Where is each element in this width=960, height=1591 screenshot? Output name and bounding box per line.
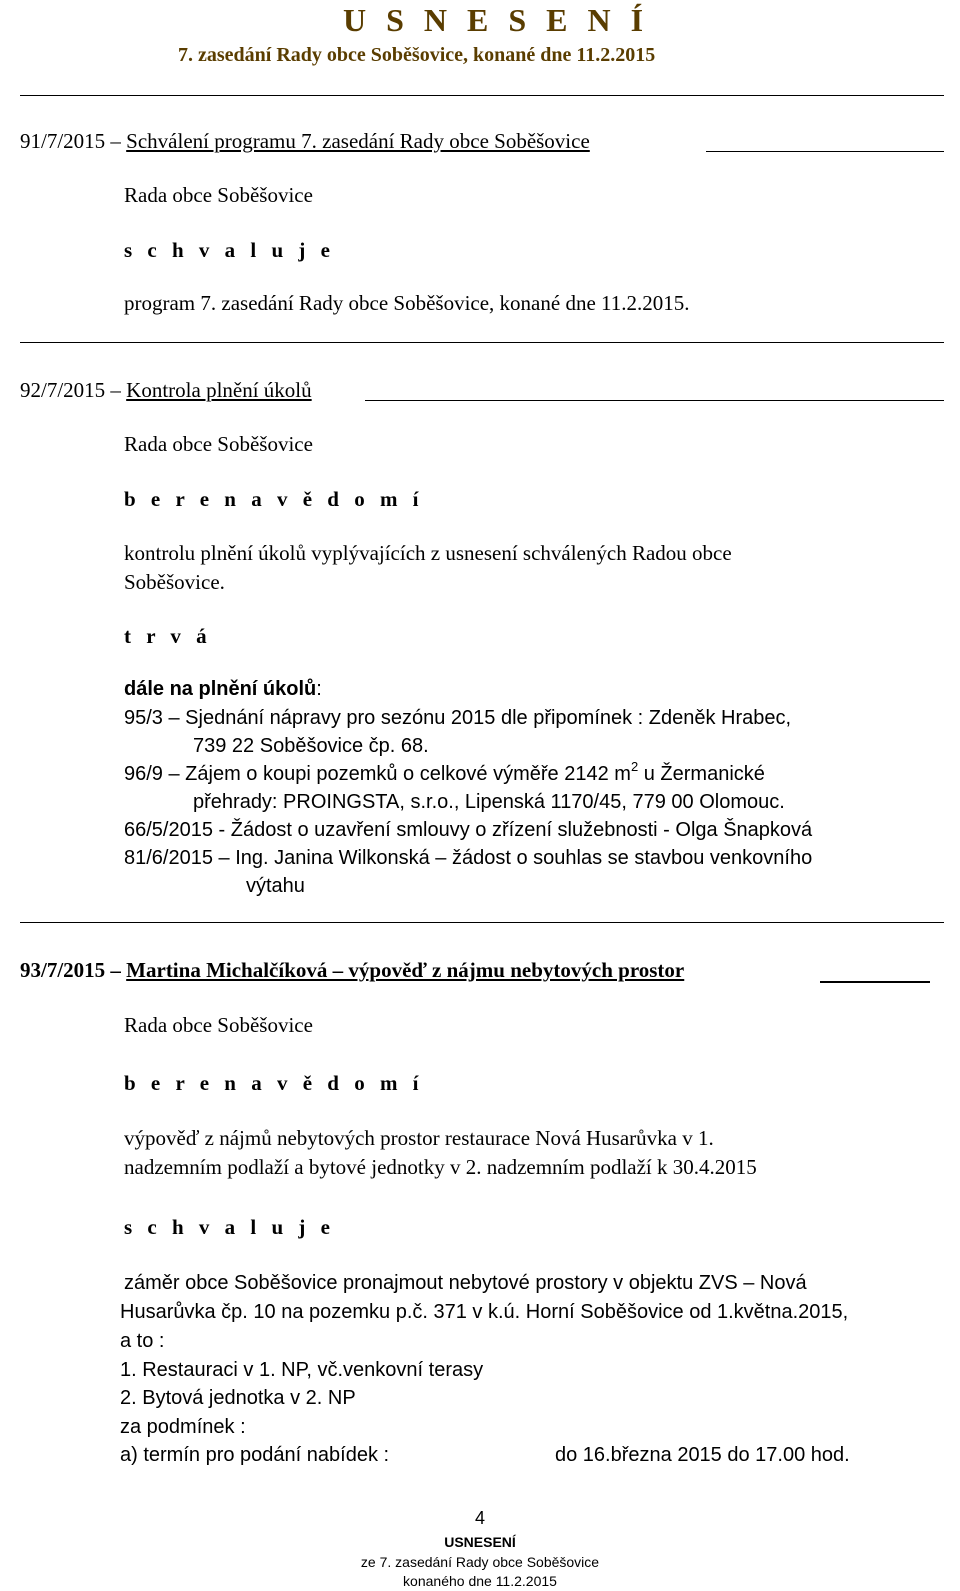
tasks-label: dále na plnění úkolů:: [124, 678, 322, 700]
section-divider: [20, 342, 944, 343]
section-title: Martina Michalčíková – výpověď z nájmu nebytových prostor: [126, 958, 685, 982]
list-item: 2. Bytová jednotka v 2. NP: [120, 1387, 356, 1409]
condition-item-value: do 16.března 2015 do 17.00 hod.: [555, 1444, 850, 1466]
section-number: 92/7/2015: [20, 378, 106, 402]
footer-line: USNESENÍ: [444, 1534, 516, 1550]
resolution-text-line: nadzemním podlaží a bytové jednotky v 2. nadzemním podlaží k 30.4.2015: [124, 1155, 757, 1179]
title-underline-fill: [365, 400, 944, 401]
section-title: Kontrola plnění úkolů: [126, 378, 312, 402]
section-number: 91/7/2015: [20, 129, 106, 153]
task-item: 66/5/2015 - Žádost o uzavření smlouvy o zřízení služebnosti - Olga Šnapková: [124, 819, 813, 841]
plan-text-line: Husarůvka čp. 10 na pozemku p.č. 371 v k.ú. Horní Soběšovice od 1.května.2015,: [120, 1301, 849, 1323]
resolution-text-line: kontrolu plnění úkolů vyplývajících z usnesení schválených Radou obce: [124, 541, 732, 565]
conditions-label: za podmínek :: [120, 1416, 246, 1438]
plan-text-line: záměr obce Soběšovice pronajmout nebytové prostory v objektu ZVS – Nová: [124, 1272, 807, 1294]
task-item: 95/3 – Sjednání nápravy pro sezónu 2015 dle připomínek : Zdeněk Hrabec,: [124, 707, 792, 729]
page-number: 4: [474, 1508, 485, 1528]
section-divider: [20, 922, 944, 923]
resolution-text: program 7. zasedání Rady obce Soběšovice, konané dne 11.2.2015.: [124, 291, 690, 315]
task-item: 81/6/2015 – Ing. Janina Wilkonská – žádost o souhlas se stavbou venkovního: [124, 847, 813, 869]
section-title: Schválení programu 7. zasedání Rady obce Soběšovice: [126, 129, 590, 153]
footer-line: ze 7. zasedání Rady obce Soběšovice: [360, 1554, 600, 1570]
condition-item-label: a) termín pro podání nabídek :: [120, 1444, 390, 1466]
task-item-continuation: přehrady: PROINGSTA, s.r.o., Lipenská 1170/45, 779 00 Olomouc.: [193, 791, 785, 813]
section-number: 93/7/2015: [20, 958, 106, 982]
section-dash: –: [110, 958, 121, 982]
resolution-verb: s c h v a l u j e: [124, 238, 335, 262]
resolution-verb: s c h v a l u j e: [124, 1215, 335, 1239]
council-label: Rada obce Soběšovice: [124, 1013, 313, 1037]
title-underline-fill: [820, 981, 930, 983]
title-underline-fill: [706, 151, 944, 152]
section-dash: –: [110, 378, 121, 402]
plan-text-line: a to :: [120, 1330, 165, 1352]
section-dash: –: [110, 129, 121, 153]
council-label: Rada obce Soběšovice: [124, 432, 313, 456]
document-subtitle: 7. zasedání Rady obce Soběšovice, konané dne 11.2.2015: [178, 44, 656, 66]
resolution-verb: b e r e n a v ě d o m í: [124, 1071, 424, 1095]
resolution-text-line: výpověď z nájmů nebytových prostor restaurace Nová Husarůvka v 1.: [124, 1126, 714, 1150]
resolution-verb: b e r e n a v ě d o m í: [124, 487, 424, 511]
footer-line: konaného dne 11.2.2015: [403, 1573, 557, 1589]
section-93-heading: [20, 958, 684, 983]
section-91-heading: [20, 129, 590, 154]
document-title: U S N E S E N Í: [343, 2, 650, 38]
resolution-text-line: Soběšovice.: [124, 570, 225, 594]
superscript: 2: [630, 759, 639, 774]
list-item: 1. Restauraci v 1. NP, vč.venkovní terasy: [120, 1359, 484, 1381]
section-92-heading: [20, 378, 312, 403]
task-item-continuation: 739 22 Soběšovice čp. 68.: [193, 735, 429, 757]
header-divider: [20, 95, 944, 96]
task-item-continuation: výtahu: [246, 875, 305, 897]
task-item: 96/9 – Zájem o koupi pozemků o celkové výměře 2142 $m^2$ u Žermanické: [124, 759, 765, 785]
council-label: Rada obce Soběšovice: [124, 183, 313, 207]
resolution-verb-continues: t r v á: [124, 624, 212, 648]
